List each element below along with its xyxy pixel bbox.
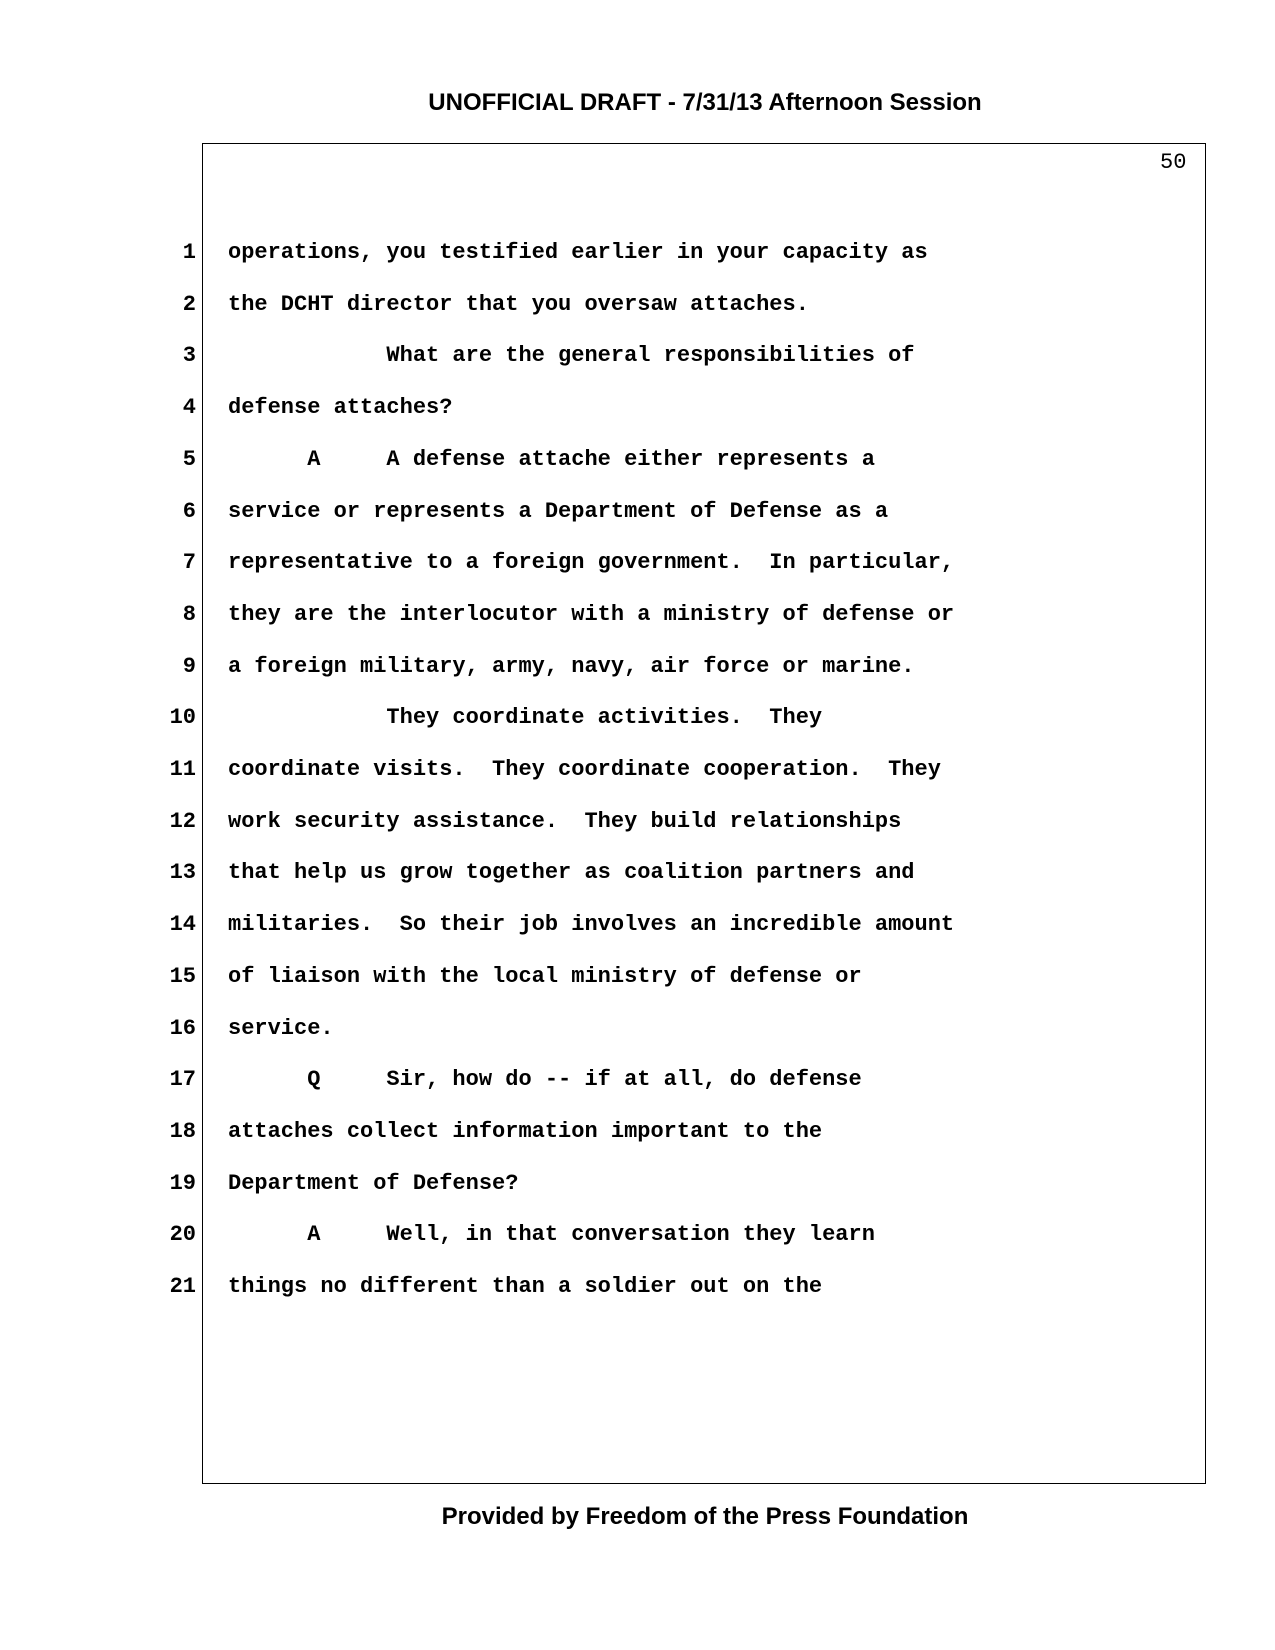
transcript-line	[0, 445, 1000, 475]
transcript-line	[0, 290, 1000, 320]
page-number: 50	[1160, 150, 1187, 175]
line-text: that help us grow together as coalition partners and	[228, 860, 915, 886]
line-number: 16	[169, 1015, 196, 1041]
line-text: attaches collect information important to the	[228, 1118, 823, 1144]
line-text: a foreign military, army, navy, air force or marine.	[228, 653, 915, 679]
line-number: 14	[169, 912, 196, 938]
transcript-line	[0, 1220, 1000, 1250]
transcript-line	[0, 910, 1000, 940]
transcript-line	[0, 1272, 1000, 1302]
line-number: 4	[182, 395, 196, 421]
transcript-line	[0, 807, 1000, 837]
document-header: UNOFFICIAL DRAFT - 7/31/13 Afternoon Session	[428, 89, 982, 116]
transcript-line	[0, 652, 1000, 682]
line-text: things no different than a soldier out on the	[228, 1274, 823, 1299]
line-number: 6	[182, 498, 196, 524]
line-text: They coordinate activities. They	[228, 705, 823, 731]
transcript-line	[0, 755, 1000, 785]
document-footer: Provided by Freedom of the Press Foundation	[441, 1503, 969, 1530]
line-text: work security assistance. They build relationships	[228, 808, 902, 834]
transcript-line	[0, 238, 1000, 268]
line-text: operations, you testified earlier in your capacity as	[228, 240, 928, 265]
line-number: 20	[169, 1222, 196, 1248]
line-number: 1	[182, 240, 196, 265]
transcript-line	[0, 1014, 1000, 1044]
transcript-line	[0, 962, 1000, 992]
line-text: the DCHT director that you oversaw attaches.	[228, 291, 809, 317]
line-text: defense attaches?	[228, 395, 453, 421]
line-number: 21	[169, 1274, 196, 1299]
line-text: A Well, in that conversation they learn	[228, 1222, 875, 1248]
line-number: 9	[182, 653, 196, 679]
transcript-line	[0, 497, 1000, 527]
transcript-line	[0, 1065, 1000, 1095]
line-text: service or represents a Department of Defense as a	[228, 498, 889, 524]
line-text: militaries. So their job involves an incredible amount	[228, 912, 955, 938]
line-text: Department of Defense?	[228, 1170, 519, 1196]
line-text: What are the general responsibilities of	[228, 343, 915, 369]
transcript-line	[0, 703, 1000, 733]
transcript-line	[0, 600, 1000, 630]
line-text: representative to a foreign government. In particular,	[228, 550, 955, 576]
line-text: service.	[228, 1015, 334, 1041]
line-text: they are the interlocutor with a ministry of defense or	[228, 601, 955, 627]
line-number: 19	[169, 1170, 196, 1196]
line-number: 13	[169, 860, 196, 886]
line-text: of liaison with the local ministry of defense or	[228, 963, 862, 989]
line-text: Q Sir, how do -- if at all, do defense	[228, 1067, 862, 1093]
line-number: 11	[169, 757, 196, 782]
line-number: 2	[182, 291, 196, 317]
transcript-line	[0, 548, 1000, 578]
line-number: 18	[169, 1118, 196, 1144]
transcript-line	[0, 341, 1000, 371]
transcript-line	[0, 858, 1000, 888]
transcript-line	[0, 1117, 1000, 1147]
line-number: 7	[182, 550, 196, 576]
line-number: 5	[182, 446, 196, 472]
line-number: 15	[169, 963, 196, 989]
line-number: 12	[169, 808, 196, 834]
line-number: 8	[182, 601, 196, 627]
transcript-line	[0, 393, 1000, 423]
line-number: 3	[182, 343, 196, 369]
line-number: 17	[169, 1067, 196, 1093]
transcript-line	[0, 1169, 1000, 1199]
line-number: 10	[169, 705, 196, 731]
line-text: coordinate visits. They coordinate cooperation. They	[228, 757, 941, 782]
line-text: A A defense attache either represents a	[228, 446, 875, 472]
